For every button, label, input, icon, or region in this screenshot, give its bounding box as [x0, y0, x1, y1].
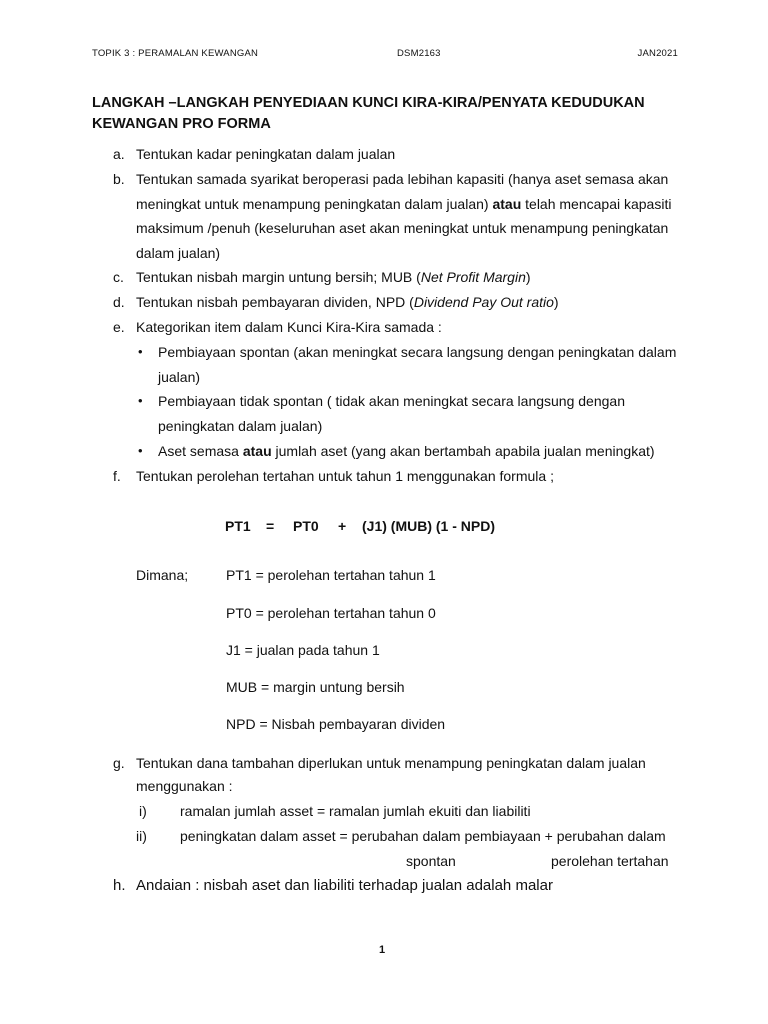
item-b-line-2-bold: atau — [492, 196, 522, 212]
item-g-sub-2-cont-spontan: spontan — [406, 853, 456, 869]
definitions-label: Dimana; — [136, 567, 189, 583]
item-d-marker: d. — [113, 294, 125, 310]
item-g-marker: g. — [113, 755, 125, 771]
item-b-marker: b. — [113, 171, 125, 187]
item-e-text: Kategorikan item dalam Kunci Kira-Kira samada : — [136, 319, 442, 335]
item-f-text: Tentukan perolehan tertahan untuk tahun 1 menggunakan formula ; — [136, 468, 554, 484]
item-b-line-4: dalam jualan) — [136, 245, 221, 261]
definition-mub: MUB = margin untung bersih — [226, 679, 405, 695]
header-topic: TOPIK 3 : PERAMALAN KEWANGAN — [92, 48, 259, 59]
item-g-line-1: Tentukan dana tambahan diperlukan untuk menampung peningkatan dalam jualan — [136, 755, 646, 771]
item-g-line-2: menggunakan : — [136, 778, 233, 794]
definition-npd: NPD = Nisbah pembayaran dividen — [226, 716, 446, 732]
item-d-text-italic: Dividend Pay Out ratio — [413, 294, 554, 310]
item-b-line-3: maksimum /penuh (keseluruhan aset akan meningkat untuk menampung peningkatan — [136, 220, 669, 236]
item-e-bullet-3-pre: Aset semasa — [158, 443, 243, 459]
item-a-marker: a. — [113, 146, 125, 162]
header-date: JAN2021 — [637, 48, 678, 59]
bullet-dot-1: • — [138, 344, 143, 359]
item-d-text-pre: Tentukan nisbah pembayaran dividen, NPD ( — [136, 294, 414, 310]
item-g-sub-2-marker: ii) — [136, 828, 147, 844]
title-line-1: LANGKAH –LANGKAH PENYEDIAAN KUNCI KIRA-KIRA/PENYATA KEDUDUKAN — [92, 95, 645, 111]
item-b-line-1: Tentukan samada syarikat beroperasi pada lebihan kapasiti (hanya aset semasa akan — [136, 171, 669, 187]
page-title — [92, 93, 692, 135]
item-c-marker: c. — [113, 269, 124, 285]
item-c-text — [136, 268, 531, 286]
title-line-2: KEWANGAN PRO FORMA — [92, 116, 271, 132]
definition-pt1: PT1 = perolehan tertahan tahun 1 — [226, 567, 436, 583]
item-e-bullet-3-bold: atau — [242, 443, 272, 459]
item-c-text-post: ) — [525, 269, 531, 285]
item-h-text: Andaian : nisbah aset dan liabiliti terhadap jualan adalah malar — [136, 877, 553, 894]
page-header — [92, 48, 678, 62]
item-b-line-2-pre: meningkat untuk menampung peningkatan dalam jualan) — [136, 196, 493, 212]
item-e-bullet-2-line-2: peningkatan dalam jualan) — [158, 418, 323, 434]
bullet-dot-3: • — [138, 443, 143, 458]
item-e-marker: e. — [113, 319, 125, 335]
definition-j1: J1 = jualan pada tahun 1 — [226, 642, 380, 658]
header-course-code: DSM2163 — [397, 48, 441, 59]
formula-equals: = — [266, 518, 275, 534]
item-e-bullet-2-line-1: Pembiayaan tidak spontan ( tidak akan meningkat secara langsung dengan — [158, 393, 625, 409]
item-d-text — [136, 293, 559, 311]
item-g-sub-2-text: peningkatan dalam asset = perubahan dalam pembiayaan + perubahan dalam — [180, 828, 666, 844]
item-f-marker: f. — [113, 468, 121, 484]
item-h-marker: h. — [113, 877, 126, 894]
item-a-text: Tentukan kadar peningkatan dalam jualan — [136, 146, 396, 162]
formula-rhs: (J1) (MUB) (1 - NPD) — [362, 518, 495, 534]
bullet-dot-2: • — [138, 393, 143, 408]
item-e-bullet-3 — [158, 442, 655, 460]
page-number: 1 — [379, 944, 386, 956]
item-e-bullet-1-line-1: Pembiayaan spontan (akan meningkat secara langsung dengan peningkatan dalam — [158, 344, 677, 360]
item-c-text-pre: Tentukan nisbah margin untung bersih; MUB ( — [136, 269, 421, 285]
item-b-line-2 — [136, 195, 671, 213]
item-g-sub-1-text: ramalan jumlah asset = ramalan jumlah ekuiti dan liabiliti — [180, 803, 531, 819]
item-g-sub-1-marker: i) — [139, 803, 147, 819]
formula-plus: + — [338, 518, 347, 534]
item-d-text-post: ) — [553, 294, 559, 310]
item-e-bullet-1-line-2: jualan) — [158, 369, 201, 385]
item-c-text-italic: Net Profit Margin — [420, 269, 526, 285]
item-b-line-2-post: telah mencapai kapasiti — [521, 196, 672, 212]
formula-pt0: PT0 — [293, 518, 319, 534]
definition-pt0: PT0 = perolehan tertahan tahun 0 — [226, 605, 436, 621]
item-g-sub-2-cont-retained: perolehan tertahan — [551, 853, 669, 869]
item-e-bullet-3-post: jumlah aset (yang akan bertambah apabila jualan meningkat) — [271, 443, 655, 459]
formula-lhs: PT1 — [225, 518, 251, 534]
